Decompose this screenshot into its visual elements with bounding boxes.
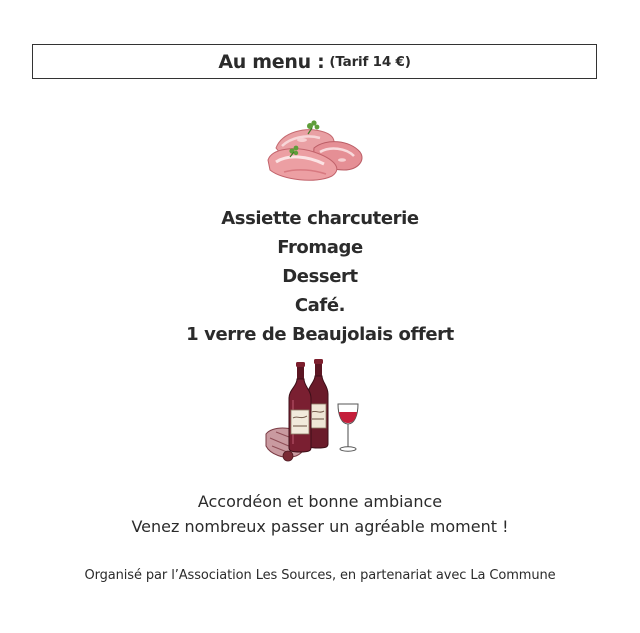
wine-bottles-illustration [262,356,368,466]
menu-item-beaujolais: 1 verre de Beaujolais offert [186,324,454,345]
menu-item-cafe: Café. [294,295,346,316]
organiser-credit: Organisé par l’Association Les Sources, en partenariat avec La Commune [84,568,556,583]
menu-item-fromage: Fromage [277,237,363,258]
ambiance-text [0,489,640,539]
ambiance-line-invitation: Venez nombreux passer un agréable moment ! [131,517,509,536]
menu-item-dessert: Dessert [282,266,358,287]
menu-items-list [0,204,640,349]
ambiance-line-accordeon: Accordéon et bonne ambiance [197,492,443,511]
menu-header-box [32,44,597,79]
menu-price: (Tarif 14 €) [329,53,411,70]
menu-item-charcuterie: Assiette charcuterie [221,208,419,229]
menu-title: Au menu : [218,50,325,73]
charcuterie-ham-illustration [262,118,368,184]
